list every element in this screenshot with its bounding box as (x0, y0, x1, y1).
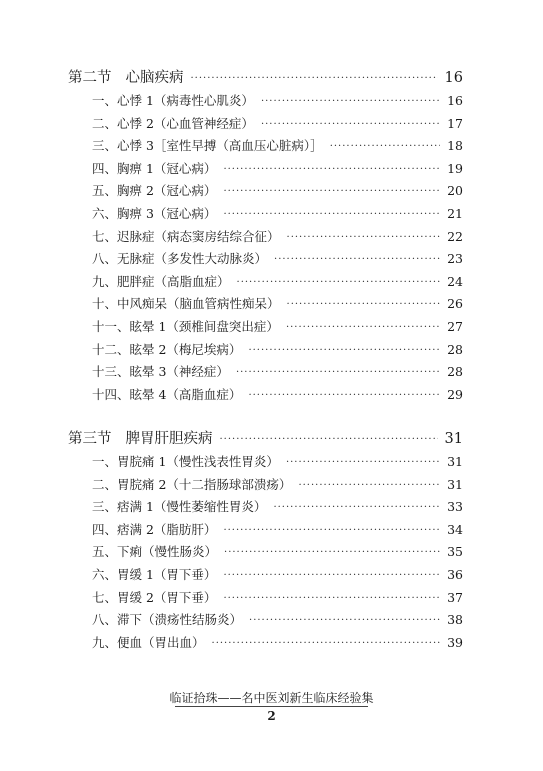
toc-entry (92, 181, 463, 199)
dot-leader (287, 299, 441, 310)
toc-entry (92, 204, 463, 222)
entry-page-number: 18 (447, 138, 463, 154)
toc-entry (92, 317, 463, 335)
toc-entry (92, 159, 463, 177)
dot-leader (223, 593, 440, 604)
entry-page-number: 29 (447, 386, 463, 402)
toc-entry (92, 475, 463, 493)
entry-title: 五、下痢（慢性肠炎） (92, 544, 218, 560)
entry-page-number: 24 (447, 273, 463, 289)
entry-page-number: 39 (447, 634, 463, 650)
entry-title: 十、中风痴呆（脑血管病性痴呆） (92, 296, 280, 312)
entry-title: 四、胸痹 1（冠心病） (92, 160, 217, 176)
toc-entry (92, 542, 463, 560)
toc-section-heading (68, 66, 463, 87)
toc-entry (92, 227, 463, 245)
dot-leader (223, 570, 440, 581)
entry-page-number: 26 (447, 296, 463, 312)
entry-title: 六、胃缓 1（胃下垂） (92, 567, 217, 582)
entry-title: 十一、眩晕 1（颈椎间盘突出症） (92, 319, 279, 334)
entry-title: 一、心悸 1（病毒性心肌炎） (92, 93, 254, 108)
entry-page-number: 28 (447, 364, 463, 380)
toc-entry (92, 136, 463, 154)
entry-page-number: 36 (447, 567, 463, 582)
entry-title: 五、胸痹 2（冠心病） (92, 183, 217, 199)
dot-leader (224, 547, 440, 558)
toc-section-heading (68, 427, 463, 448)
entry-page-number: 23 (447, 251, 463, 267)
toc-entry (92, 249, 463, 267)
dot-leader (223, 209, 440, 220)
dot-leader (236, 367, 440, 378)
entry-title: 二、心悸 2（心血管神经症） (92, 115, 254, 131)
section-label: 第二节 (68, 70, 112, 86)
entry-page-number: 20 (447, 183, 463, 199)
entry-title: 九、肥胖症（高脂血症） (92, 273, 230, 289)
entry-page-number: 21 (447, 206, 463, 221)
dot-leader (286, 322, 440, 333)
entry-page-number: 16 (447, 93, 463, 108)
dot-leader (237, 277, 441, 288)
section-title: 脾胃肝胆疾病 (125, 431, 213, 447)
entry-page-number: 28 (447, 341, 463, 357)
section-title: 心脑疾病 (125, 70, 184, 86)
dot-leader (223, 186, 440, 197)
section-page-number: 31 (444, 431, 463, 447)
entry-page-number: 37 (447, 589, 463, 605)
toc-entry (92, 565, 463, 583)
entry-title: 七、胃缓 2（胃下垂） (92, 589, 217, 605)
entry-title: 十四、眩晕 4（高脂血症） (92, 386, 242, 402)
section-heading (68, 66, 184, 87)
entry-title: 二、胃脘痛 2（十二指肠球部溃疡） (92, 476, 292, 492)
entry-page-number: 27 (447, 319, 463, 334)
dot-leader (287, 232, 441, 243)
entry-title: 一、胃脘痛 1（慢性浅表性胃炎） (92, 454, 279, 469)
entry-page-number: 19 (447, 160, 463, 176)
dot-leader (274, 254, 440, 265)
entry-title: 七、迟脉症（病态窦房结综合征） (92, 228, 280, 244)
entry-title: 四、痞满 2（脂肪肝） (92, 521, 217, 537)
toc-entry (92, 362, 463, 380)
footer-book-title: 临证拾珠——名中医刘新生临床经验集 (169, 691, 374, 705)
entry-title: 三、痞满 1（慢性萎缩性胃炎） (92, 499, 267, 515)
dot-leader (223, 164, 440, 175)
entry-title: 十二、眩晕 2（梅尼埃病） (92, 341, 242, 357)
entry-page-number: 17 (447, 115, 463, 131)
dot-leader (330, 141, 440, 152)
entry-page-number: 34 (447, 521, 463, 537)
toc-entry (92, 385, 463, 403)
footer-page-number: 2 (267, 709, 276, 723)
toc-entry (92, 588, 463, 606)
footer-divider (175, 706, 368, 707)
entry-page-number: 35 (447, 544, 463, 560)
entry-page-number: 38 (447, 612, 463, 628)
entry-page-number: 22 (447, 228, 463, 244)
dot-leader (220, 434, 438, 445)
dot-leader (261, 96, 440, 107)
toc-entry (92, 272, 463, 290)
entry-title: 九、便血（胃出血） (92, 634, 205, 650)
toc-entry (92, 633, 463, 651)
dot-leader (223, 525, 440, 536)
dot-leader (286, 457, 440, 468)
toc-entry (92, 610, 463, 628)
dot-leader (212, 638, 441, 649)
dot-leader (261, 119, 440, 130)
dot-leader (248, 390, 440, 401)
toc-entry (92, 520, 463, 538)
toc-entry (92, 294, 463, 312)
entry-title: 六、胸痹 3（冠心病） (92, 206, 217, 221)
section-page-number: 16 (444, 70, 463, 86)
entry-page-number: 31 (447, 476, 463, 492)
entry-page-number: 31 (447, 454, 463, 469)
toc-entry (92, 91, 463, 109)
dot-leader (249, 615, 440, 626)
toc-entry (92, 497, 463, 515)
entry-title: 三、心悸 3［室性早搏（高血压心脏病）］ (92, 138, 323, 154)
toc-entry (92, 452, 463, 470)
dot-leader (191, 73, 438, 84)
section-heading (68, 427, 213, 448)
dot-leader (248, 345, 440, 356)
entry-page-number: 33 (447, 499, 463, 515)
entry-title: 八、无脉症（多发性大动脉炎） (92, 251, 268, 267)
toc-entry (92, 114, 463, 132)
section-label: 第三节 (68, 431, 112, 447)
dot-leader (273, 502, 440, 513)
entry-title: 十三、眩晕 3（神经症） (92, 364, 229, 380)
dot-leader (298, 480, 440, 491)
toc-entry (92, 340, 463, 358)
entry-title: 八、滞下（溃疡性结肠炎） (92, 612, 243, 628)
